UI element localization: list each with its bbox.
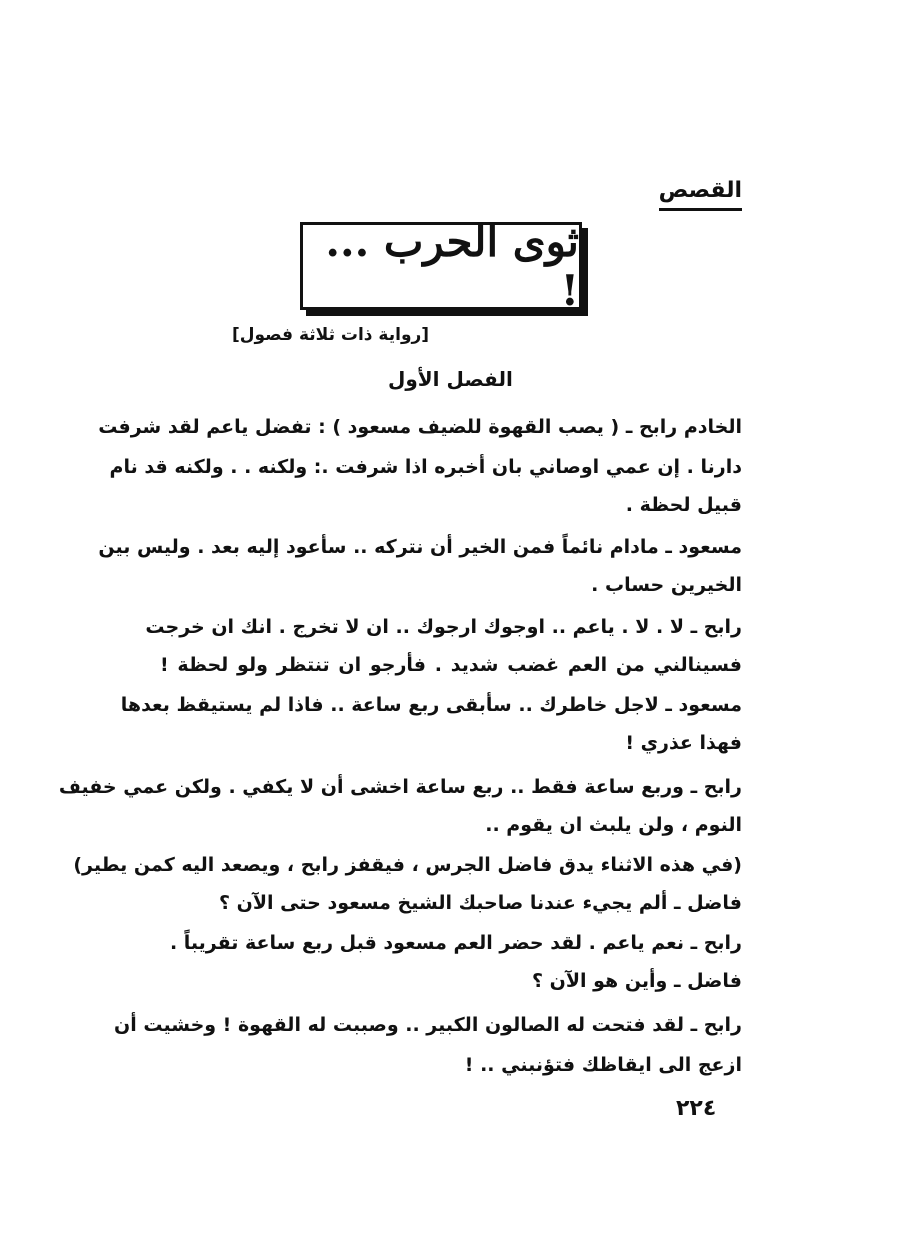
title-frame — [300, 217, 582, 315]
text-line: رابح ـ نعم ياعم . لقد حضر العم مسعود قبل ربع ساعة تقريباً . — [169, 932, 742, 954]
text-line: فسينالني من العم غضب شديد . فأرجو ان تنتظر ولو لحظة ! — [160, 654, 742, 676]
text-line: رابح ـ لا . لا . ياعم .. اوجوك ارجوك .. ان لا تخرج . انك ان خرجت — [145, 616, 742, 638]
text-line: فاضل ـ وأين هو الآن ؟ — [531, 970, 742, 992]
stage-direction: (في هذه الاثناء يدق فاضل الجرس ، فيقفز رابح ، ويصعد اليه كمن يطير) — [73, 854, 742, 876]
play-title: ثوى الحرب ... ! — [325, 217, 579, 315]
text-line: النوم ، ولن يلبث ان يقوم .. — [485, 814, 742, 836]
text-line: قبيل لحظة . — [625, 494, 742, 516]
text-line: فاضل ـ ألم يجيء عندنا صاحبك الشيخ مسعود حتى الآن ؟ — [219, 892, 742, 914]
text-line: دارنا . إن عمي اوصاني بان أخبره اذا شرفت .: ولكنه . . ولكنه قد نام — [109, 456, 742, 478]
text-line: مسعود ـ لاجل خاطرك .. سأبقى ربع ساعة .. فاذا لم يستيقظ بعدها — [120, 694, 742, 716]
text-line: فهذا عذري ! — [625, 732, 742, 754]
text-line: مسعود ـ مادام نائماً فمن الخير أن نتركه .. سأعود إليه بعد . وليس بين — [98, 536, 742, 558]
text-line: رابح ـ لقد فتحت له الصالون الكبير .. وصببت له القهوة ! وخشيت أن — [114, 1014, 742, 1036]
text-line: ازعج الى ايقاظك فتؤنبني .. ! — [464, 1054, 742, 1076]
play-subtitle: [رواية ذات ثلاثة فصول] — [232, 325, 430, 345]
text-line: رابح ـ وربع ساعة فقط .. ربع ساعة اخشى أن لا يكفي . ولكن عمي خفيف — [58, 776, 742, 798]
act-heading: الفصل الأول — [388, 367, 513, 391]
page-number: ٢٢٤ — [676, 1096, 717, 1121]
text-line: الخادم رابح ـ ( يصب القهوة للضيف مسعود ) : تفضل ياعم لقد شرفت — [98, 416, 742, 438]
section-label: القصص — [659, 176, 742, 211]
text-line: الخيرين حساب . — [591, 574, 742, 596]
